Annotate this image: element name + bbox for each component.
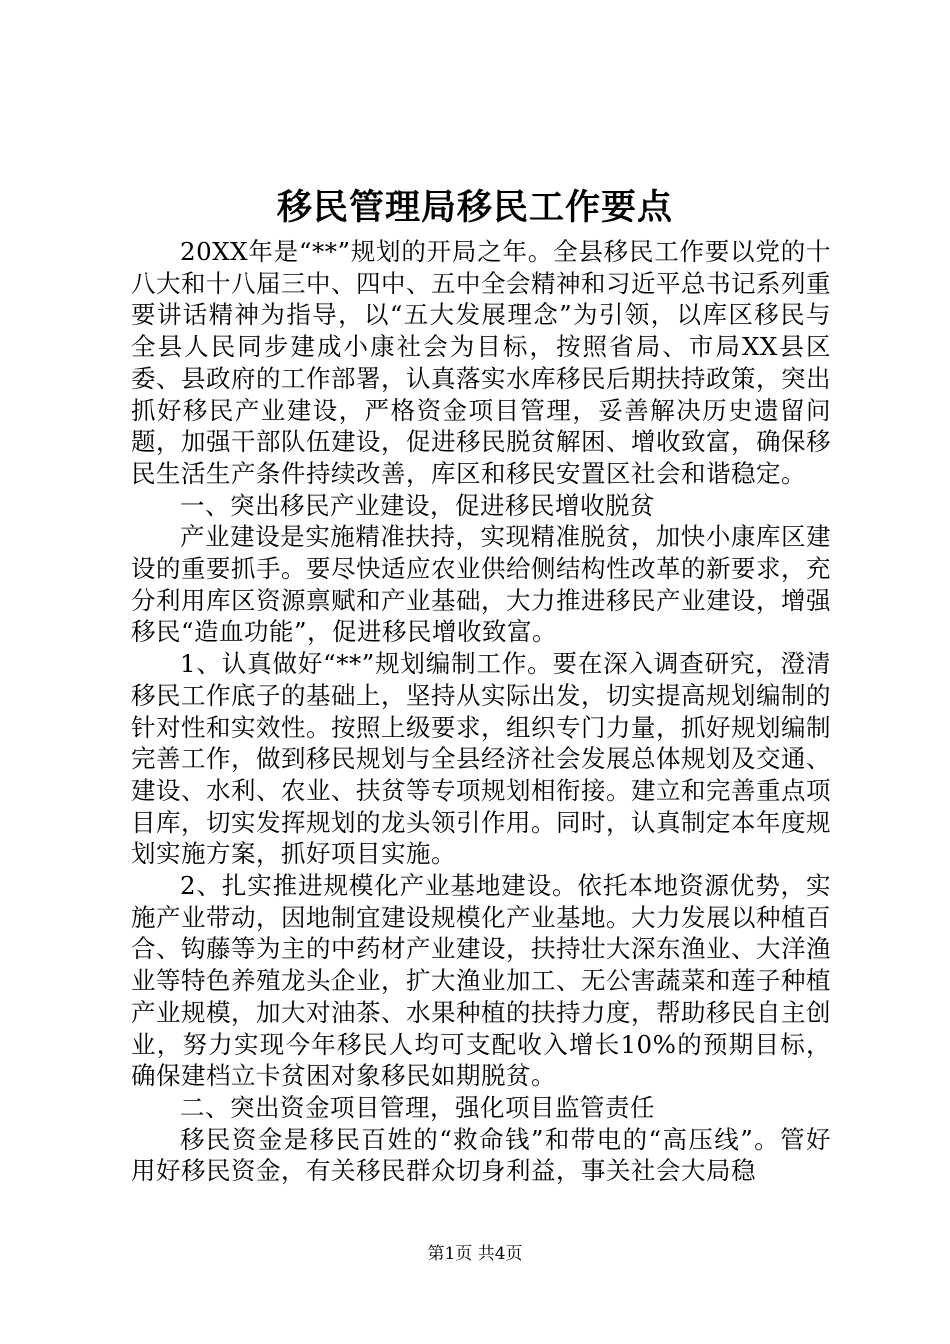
document-title: 移民管理局移民工作要点: [276, 187, 673, 228]
document-body: [131, 236, 831, 1187]
section-heading-2: 二、突出资金项目管理，强化项目监管责任: [180, 1092, 655, 1122]
section-2-paragraph: 移民资金是移民百姓的“救命钱”和带电的“高压线”。管好用好移民资金，有关移民群众切身利益，事关社会大局稳: [131, 1124, 831, 1186]
item-1-paragraph: 1、认真做好“**”规划编制工作。要在深入调查研究，澄清移民工作底子的基础上，坚持从实际出发，切实提高规划编制的针对性和实效性。按照上级要求，组织专门力量，抓好规划编制完善工作，做到移民规划与全县经济社会发展总体规划及交通、建设、水利、农业、扶贫等专项规划相衔接。建立和完善重点项目库，切实发挥规划的龙头领引作用。同时，认真制定本年度规划实施方案，抓好项目实施。: [131, 649, 831, 869]
section-1-paragraph: 产业建设是实施精准扶持，实现精准脱贫，加快小康库区建设的重要抓手。要尽快适应农业供给侧结构性改革的新要求，充分利用库区资源禀赋和产业基础，大力推进移民产业建设，增强移民“造血功能”，促进移民增收致富。: [131, 522, 831, 647]
intro-paragraph: 20XX年是“**”规划的开局之年。全县移民工作要以党的十八大和十八届三中、四中、五中全会精神和习近平总书记系列重要讲话精神为指导，以“五大发展理念”为引领，以库区移民与全县人民同步建成小康社会为目标，按照省局、市局XX县区委、县政府的工作部署，认真落实水库移民后期扶持政策，突出抓好移民产业建设，严格资金项目管理，妥善解决历史遗留问题，加强干部队伍建设，促进移民脱贫解困、增收致富，确保移民生活生产条件持续改善，库区和移民安置区社会和谐稳定。: [131, 237, 831, 488]
item-2-paragraph: 2、扎实推进规模化产业基地建设。依托本地资源优势，实施产业带动，因地制宜建设规模化产业基地。大力发展以种植百合、钩藤等为主的中药材产业建设，扶持壮大深东渔业、大洋渔业等特色养殖龙头企业，扩大渔业加工、无公害蔬菜和莲子种植产业规模，加大对油茶、水果种植的扶持力度，帮助移民自主创业，努力实现今年移民人均可支配收入增长10%的预期目标，确保建档立卡贫困对象移民如期脱贫。: [131, 871, 831, 1091]
section-heading-1: 一、突出移民产业建设，促进移民增收脱贫: [180, 490, 655, 520]
page-footer: 第1页 共4页: [427, 1244, 523, 1264]
